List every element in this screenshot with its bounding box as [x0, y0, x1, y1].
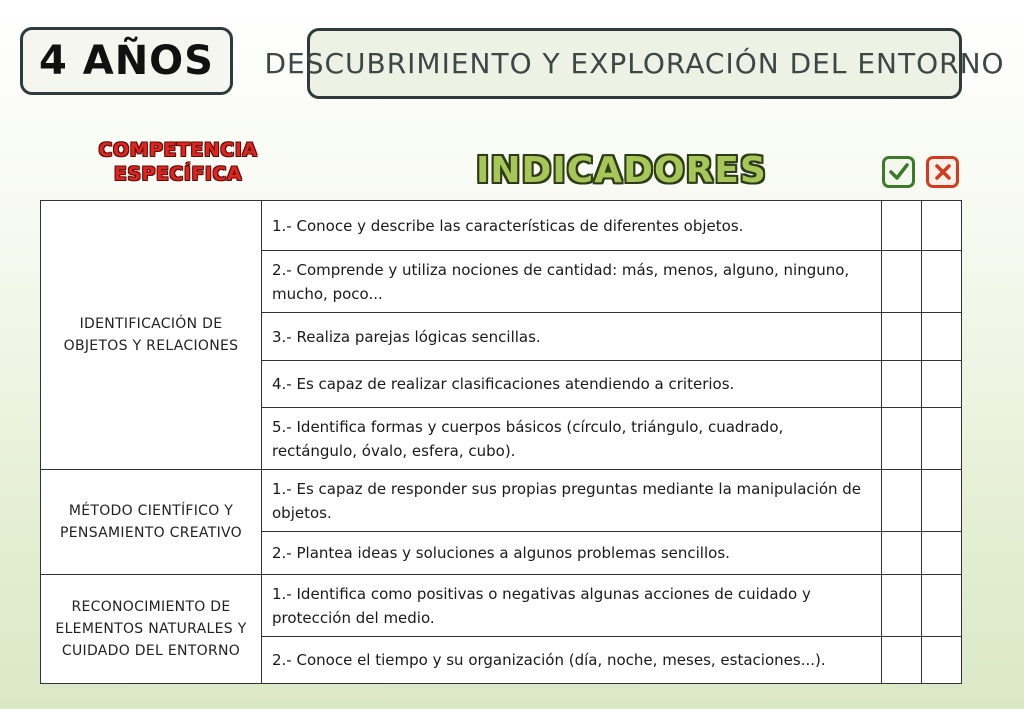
- indicator-cell: 2.- Conoce el tiempo y su organización (día, noche, meses, estaciones...).: [262, 637, 882, 684]
- especifica-label: ESPECÍFICA: [113, 163, 243, 185]
- table-row: [41, 201, 962, 251]
- cross-mark-cell[interactable]: [922, 361, 962, 408]
- indicator-cell: 1.- Conoce y describe las características de diferentes objetos.: [262, 201, 882, 251]
- check-mark-cell[interactable]: [882, 470, 922, 532]
- competencia-especifica-heading: [96, 138, 260, 186]
- check-mark-cell[interactable]: [882, 637, 922, 684]
- table-row: [41, 470, 962, 532]
- cross-mark-cell[interactable]: [922, 532, 962, 575]
- indicator-cell: 4.- Es capaz de realizar clasificaciones atendiendo a criterios.: [262, 361, 882, 408]
- area-title: DESCUBRIMIENTO Y EXPLORACIÓN DEL ENTORNO: [264, 47, 1005, 80]
- cross-icon: [926, 156, 959, 188]
- competencia-label: COMPETENCIA: [98, 139, 258, 161]
- competencia-cell: RECONOCIMIENTO DE ELEMENTOS NATURALES Y CUIDADO DEL ENTORNO: [41, 575, 262, 684]
- indicator-cell: 1.- Identifica como positivas o negativas algunas acciones de cuidado y protección del medio.: [262, 575, 882, 637]
- check-mark-cell[interactable]: [882, 532, 922, 575]
- indicator-cell: 2.- Plantea ideas y soluciones a algunos problemas sencillos.: [262, 532, 882, 575]
- check-mark-cell[interactable]: [882, 361, 922, 408]
- indicator-cell: 1.- Es capaz de responder sus propias preguntas mediante la manipulación de objetos.: [262, 470, 882, 532]
- check-mark-cell[interactable]: [882, 575, 922, 637]
- check-mark-cell[interactable]: [882, 313, 922, 361]
- area-title-box: [264, 28, 1005, 99]
- table-row: [41, 575, 962, 637]
- indicator-cell: 5.- Identifica formas y cuerpos básicos (círculo, triángulo, cuadrado, rectángulo, óvalo, esfera, cubo).: [262, 408, 882, 470]
- age-label: 4 AÑOS: [38, 38, 214, 84]
- cross-mark-cell[interactable]: [922, 637, 962, 684]
- indicator-cell: 2.- Comprende y utiliza nociones de cantidad: más, menos, alguno, ninguno, mucho, poco...: [262, 251, 882, 313]
- check-mark-cell[interactable]: [882, 201, 922, 251]
- indicator-cell: 3.- Realiza parejas lógicas sencillas.: [262, 313, 882, 361]
- cross-mark-cell[interactable]: [922, 408, 962, 470]
- evaluation-table: [40, 200, 962, 684]
- check-mark-cell[interactable]: [882, 408, 922, 470]
- competencia-cell: IDENTIFICACIÓN DE OBJETOS Y RELACIONES: [41, 201, 262, 470]
- competencia-cell: MÉTODO CIENTÍFICO Y PENSAMIENTO CREATIVO: [41, 470, 262, 575]
- indicadores-heading: INDICADORES: [476, 150, 767, 191]
- cross-mark-cell[interactable]: [922, 575, 962, 637]
- cross-mark-cell[interactable]: [922, 251, 962, 313]
- check-icon: [882, 156, 915, 188]
- cross-mark-cell[interactable]: [922, 201, 962, 251]
- cross-mark-cell[interactable]: [922, 470, 962, 532]
- age-label-box: [20, 27, 233, 95]
- cross-mark-cell[interactable]: [922, 313, 962, 361]
- check-mark-cell[interactable]: [882, 251, 922, 313]
